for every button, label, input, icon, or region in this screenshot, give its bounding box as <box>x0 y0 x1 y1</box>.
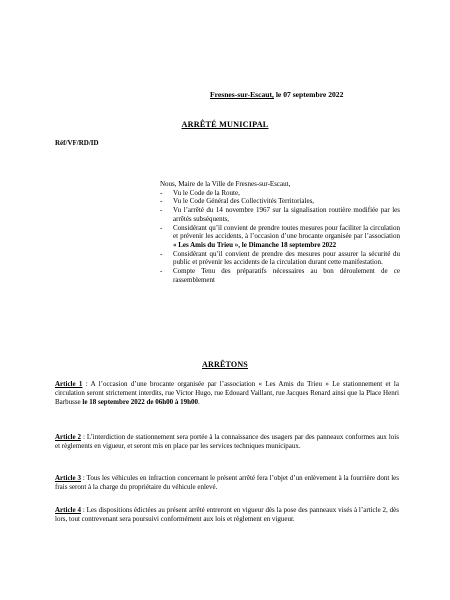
preamble-item <box>160 189 400 198</box>
article-label: Article 2 <box>55 433 82 441</box>
preamble-item-text: Vu l’arrêté du 14 novembre 1967 sur la signalisation routière modifiée par les arrêtés subséquents, <box>173 206 400 223</box>
article-label: Article 3 <box>55 474 81 482</box>
article-label: Article 1 <box>55 380 83 388</box>
article-text: : A l’occasion d’une brocante organisée par l’association « Les Amis du Trieu » Le stationnement et la circulation seront strictement interdits, rue Victor Hugo, rue Edouard Vaillant, rue Jacques Renard ainsi que la Place Henri Barbusse <box>55 380 399 406</box>
preamble-item <box>160 197 400 206</box>
list-dash: - <box>160 197 163 206</box>
list-dash: - <box>160 249 163 258</box>
list-dash: - <box>160 267 163 276</box>
preamble <box>160 180 400 284</box>
preamble-item-text: Considérant qu’il convient de prendre toutes mesures pour faciliter la circulation et prévenir les accidents, à l’occasion d’une brocante organisée par l’association <box>173 223 400 241</box>
article-text: : Tous les véhicules en infraction concernant le présent arrêté fera l’objet d’un enlèvement à la fourrière dont les frais seront à la charge du propriétaire du véhicule enlevé. <box>55 474 399 491</box>
article-text: : L’interdiction de stationnement sera portée à la connaissance des usagers par des panneaux conformes aux lois et règlements en vigueur, et seront mis en place par les services techniques municipaux. <box>55 433 399 450</box>
preamble-intro: Nous, Maire de la Ville de Fresnes-sur-Escaut, <box>160 180 291 188</box>
list-dash: - <box>160 188 163 197</box>
place-name: Fresnes-sur-Escaut, <box>210 90 274 99</box>
preamble-item <box>160 250 400 267</box>
preamble-item-text: Vu le Code de la Route, <box>173 188 240 197</box>
preamble-item <box>160 206 400 223</box>
article-date-range: le 18 septembre 2022 de 06h00 à 19h00 <box>82 397 198 406</box>
document-date: le 07 septembre 2022 <box>273 90 344 99</box>
preamble-item <box>160 224 400 250</box>
list-dash: - <box>160 223 163 232</box>
preamble-item-text: Compte Tenu des préparatifs nécessaires au bon déroulement de ce rassemblement <box>173 267 400 284</box>
preamble-item <box>160 267 400 284</box>
date-line <box>210 90 390 99</box>
article-4 <box>55 506 399 524</box>
article-2 <box>55 433 399 451</box>
article-1 <box>55 380 399 406</box>
page-title: ARRÊTÉ MUNICIPAL <box>181 120 269 129</box>
list-dash: - <box>160 206 163 215</box>
preamble-item-text: Vu le Code Général des Collectivités Territoriales, <box>173 197 315 206</box>
article-label: Article 4 <box>55 506 81 514</box>
article-text: : Les dispositions édictées au présent arrêté entreront en vigueur dès la pose des panneaux visés à l’article 2, dès lors, tout contrevenant sera poursuivi conformément aux lois et règlement en vigueur. <box>55 506 399 523</box>
event-name: « Les Amis du Trieu », le Dimanche 18 septembre 2022 <box>173 240 337 249</box>
article-text-end: . <box>197 397 200 406</box>
preamble-item-text: Considérant qu’il convient de prendre des mesures pour assurer la sécurité du public et prévenir les accidents de la circulation durant cette manifestation. <box>173 249 400 267</box>
article-3 <box>55 474 399 492</box>
section-heading-arretons: ARRÊTONS <box>202 360 248 369</box>
preamble-list <box>160 189 400 285</box>
reference-code: Réf/VF/RD/ID <box>55 139 99 147</box>
